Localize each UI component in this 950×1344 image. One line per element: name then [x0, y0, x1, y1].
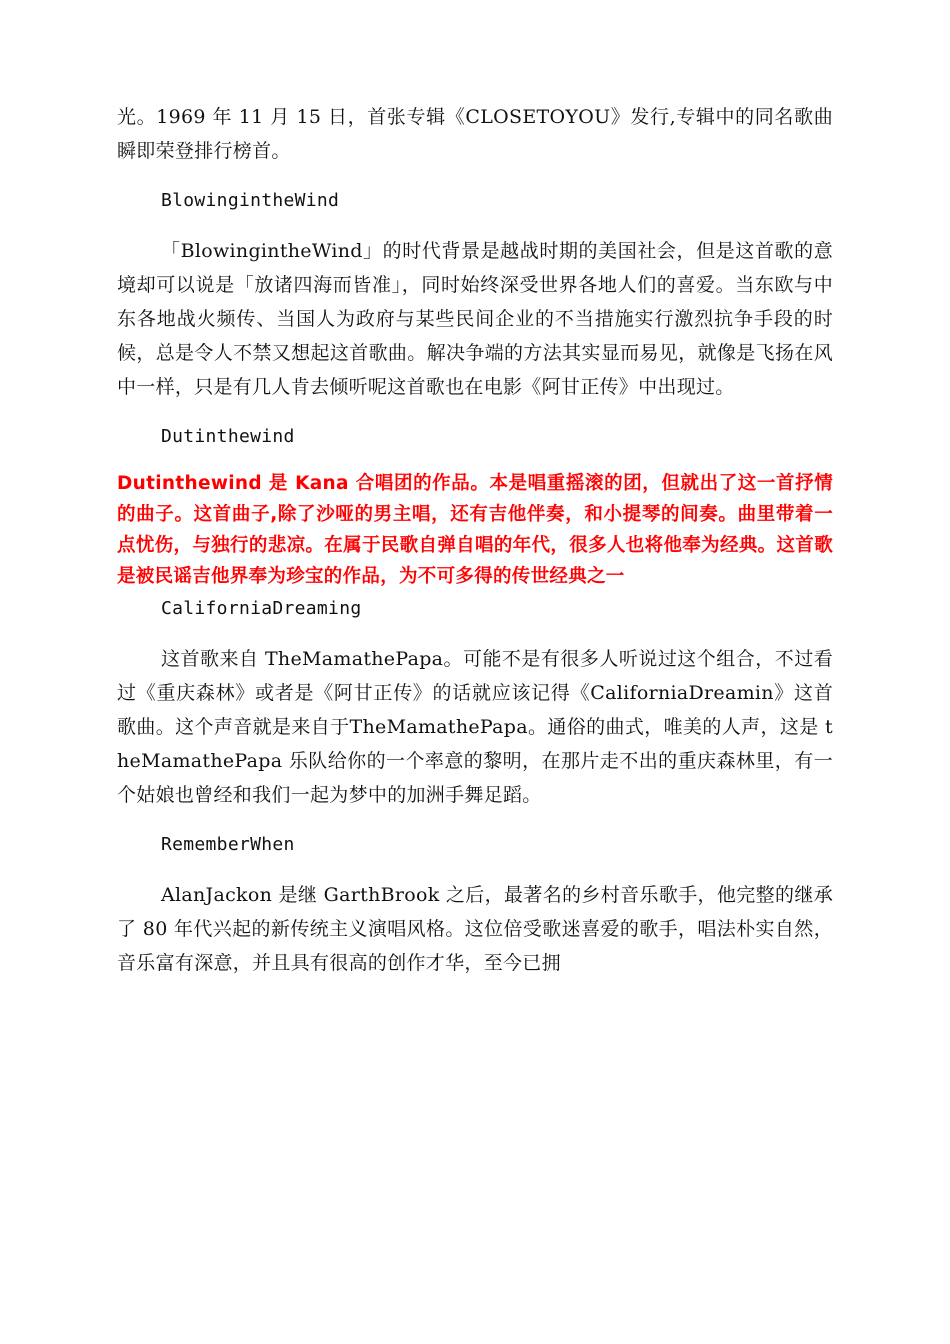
song-title-blowing-in-the-wind: BlowingintheWind	[161, 190, 340, 211]
paragraph-dust-in-the-wind-highlighted: Dutinthewind 是 Kana 合唱团的作品。本是唱重摇滚的团，但就出了这一首抒情的曲子。这首曲子,除了沙哑的男主唱，还有吉他伴奏，和小提琴的间奏。曲里带着一点忧伤，与独行的悲凉。在属于民歌自弹自唱的年代，很多人也将他奉为经典。这首歌是被民谣吉他界奉为珍宝的作品，为不可多得的传世经典之一	[117, 473, 833, 587]
document-page	[117, 100, 833, 980]
song-title-california-dreaming: CaliforniaDreaming	[161, 598, 362, 619]
paragraph-california-dreaming: 这首歌来自 TheMamathePapa。可能不是有很多人听说过这个组合，不过看过《重庆森林》或者是《阿甘正传》的话就应该记得《CaliforniaDreamin》这首歌曲。这个声音就是来自于TheMamathePapa。通俗的曲式，唯美的人声，这是 theMamathePapa 乐队给你的一个率意的黎明，在那片走不出的重庆森林里，有一个姑娘也曾经和我们一起为梦中的加洲手舞足蹈。	[117, 648, 833, 806]
paragraph-blowing-in-the-wind: 「BlowingintheWind」的时代背景是越战时期的美国社会，但是这首歌的意境却可以说是「放诸四海而皆准」，同时始终深受世界各地人们的喜爱。当东欧与中东各地战火频传、当国人为政府与某些民间企业的不当措施实行激烈抗争手段的时候，总是令人不禁又想起这首歌曲。解决争端的方法其实显而易见，就像是飞扬在风中一样，只是有几人肯去倾听呢这首歌也在电影《阿甘正传》中出现过。	[117, 240, 833, 398]
song-title-remember-when: RememberWhen	[161, 834, 295, 855]
paragraph-carpenters-album: 光。1969 年 11 月 15 日，首张专辑《CLOSETOYOU》发行,专辑中的同名歌曲瞬即荣登排行榜首。	[117, 106, 833, 162]
song-title-dust-in-the-wind: Dutinthewind	[161, 426, 295, 447]
paragraph-remember-when: AlanJackon 是继 GarthBrook 之后，最著名的乡村音乐歌手，他完整的继承了 80 年代兴起的新传统主义演唱风格。这位倍受歌迷喜爱的歌手，唱法朴实自然，音乐富有深意，并且具有很高的创作才华，至今已拥	[117, 884, 833, 974]
